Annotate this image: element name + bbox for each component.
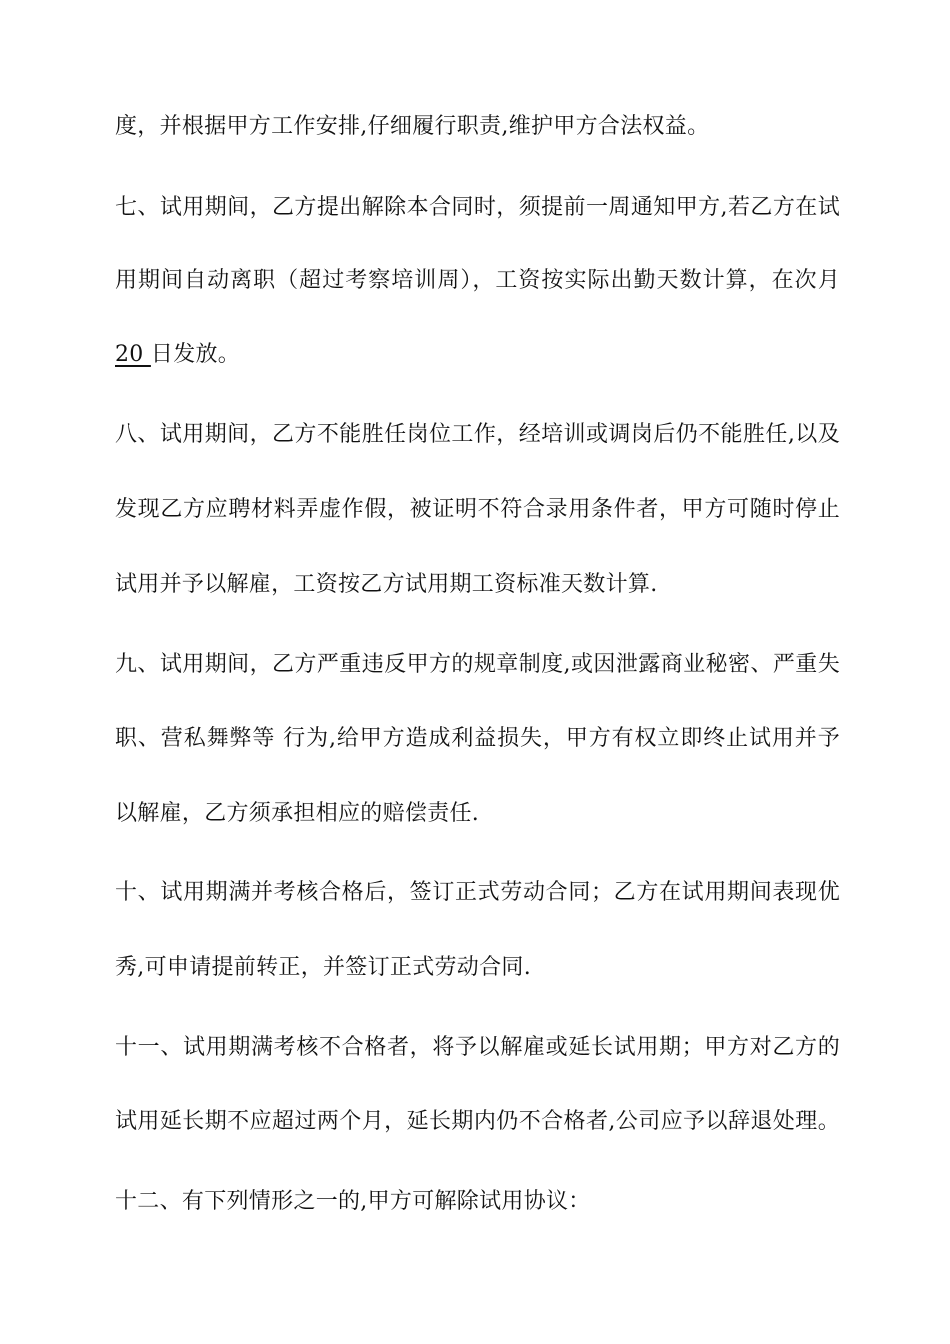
- clause-7-line-3: [115, 340, 840, 370]
- clause-8-line-3: 试用并予以解雇，工资按乙方试用期工资标准天数计算.: [115, 572, 658, 597]
- clause-7-line-2: 用期间自动离职（超过考察培训周），工资按实际出勤天数计算，在次月: [115, 268, 840, 293]
- clause-9-line-1: 九、试用期间，乙方严重违反甲方的规章制度,或因泄露商业秘密、严重失: [115, 652, 840, 677]
- clause-9-line-2: 职、营私舞弊等 行为,给甲方造成利益损失，甲方有权立即终止试用并予: [115, 726, 840, 751]
- clause-9-line-3: 以解雇，乙方须承担相应的赔偿责任.: [115, 801, 480, 826]
- pay-day-number: 20: [115, 342, 151, 367]
- clause-8-line-2: 发现乙方应聘材料弄虚作假，被证明不符合录用条件者，甲方可随时停止: [115, 497, 840, 522]
- clause-8-line-1: 八、试用期间，乙方不能胜任岗位工作，经培训或调岗后仍不能胜任,以及: [115, 422, 840, 447]
- clause-10-line-1: 十、试用期满并考核合格后，签订正式劳动合同；乙方在试用期间表现优: [115, 880, 840, 905]
- clause-7-line-1: 七、试用期间，乙方提出解除本合同时，须提前一周通知甲方,若乙方在试: [115, 195, 840, 220]
- pay-day-text: 日发放。: [150, 342, 241, 367]
- clause-12-line-1: 十二、有下列情形之一的,甲方可解除试用协议：: [115, 1189, 591, 1214]
- clause-11-line-1: 十一、试用期满考核不合格者，将予以解雇或延长试用期；甲方对乙方的: [115, 1035, 840, 1060]
- clause-10-line-2: 秀,可申请提前转正，并签订正式劳动合同.: [115, 955, 531, 980]
- paragraph-line: 度，并根据甲方工作安排,仔细履行职责,维护甲方合法权益。: [115, 114, 710, 139]
- clause-11-line-2: 试用延长期不应超过两个月，延长期内仍不合格者,公司应予以辞退处理。: [115, 1109, 840, 1134]
